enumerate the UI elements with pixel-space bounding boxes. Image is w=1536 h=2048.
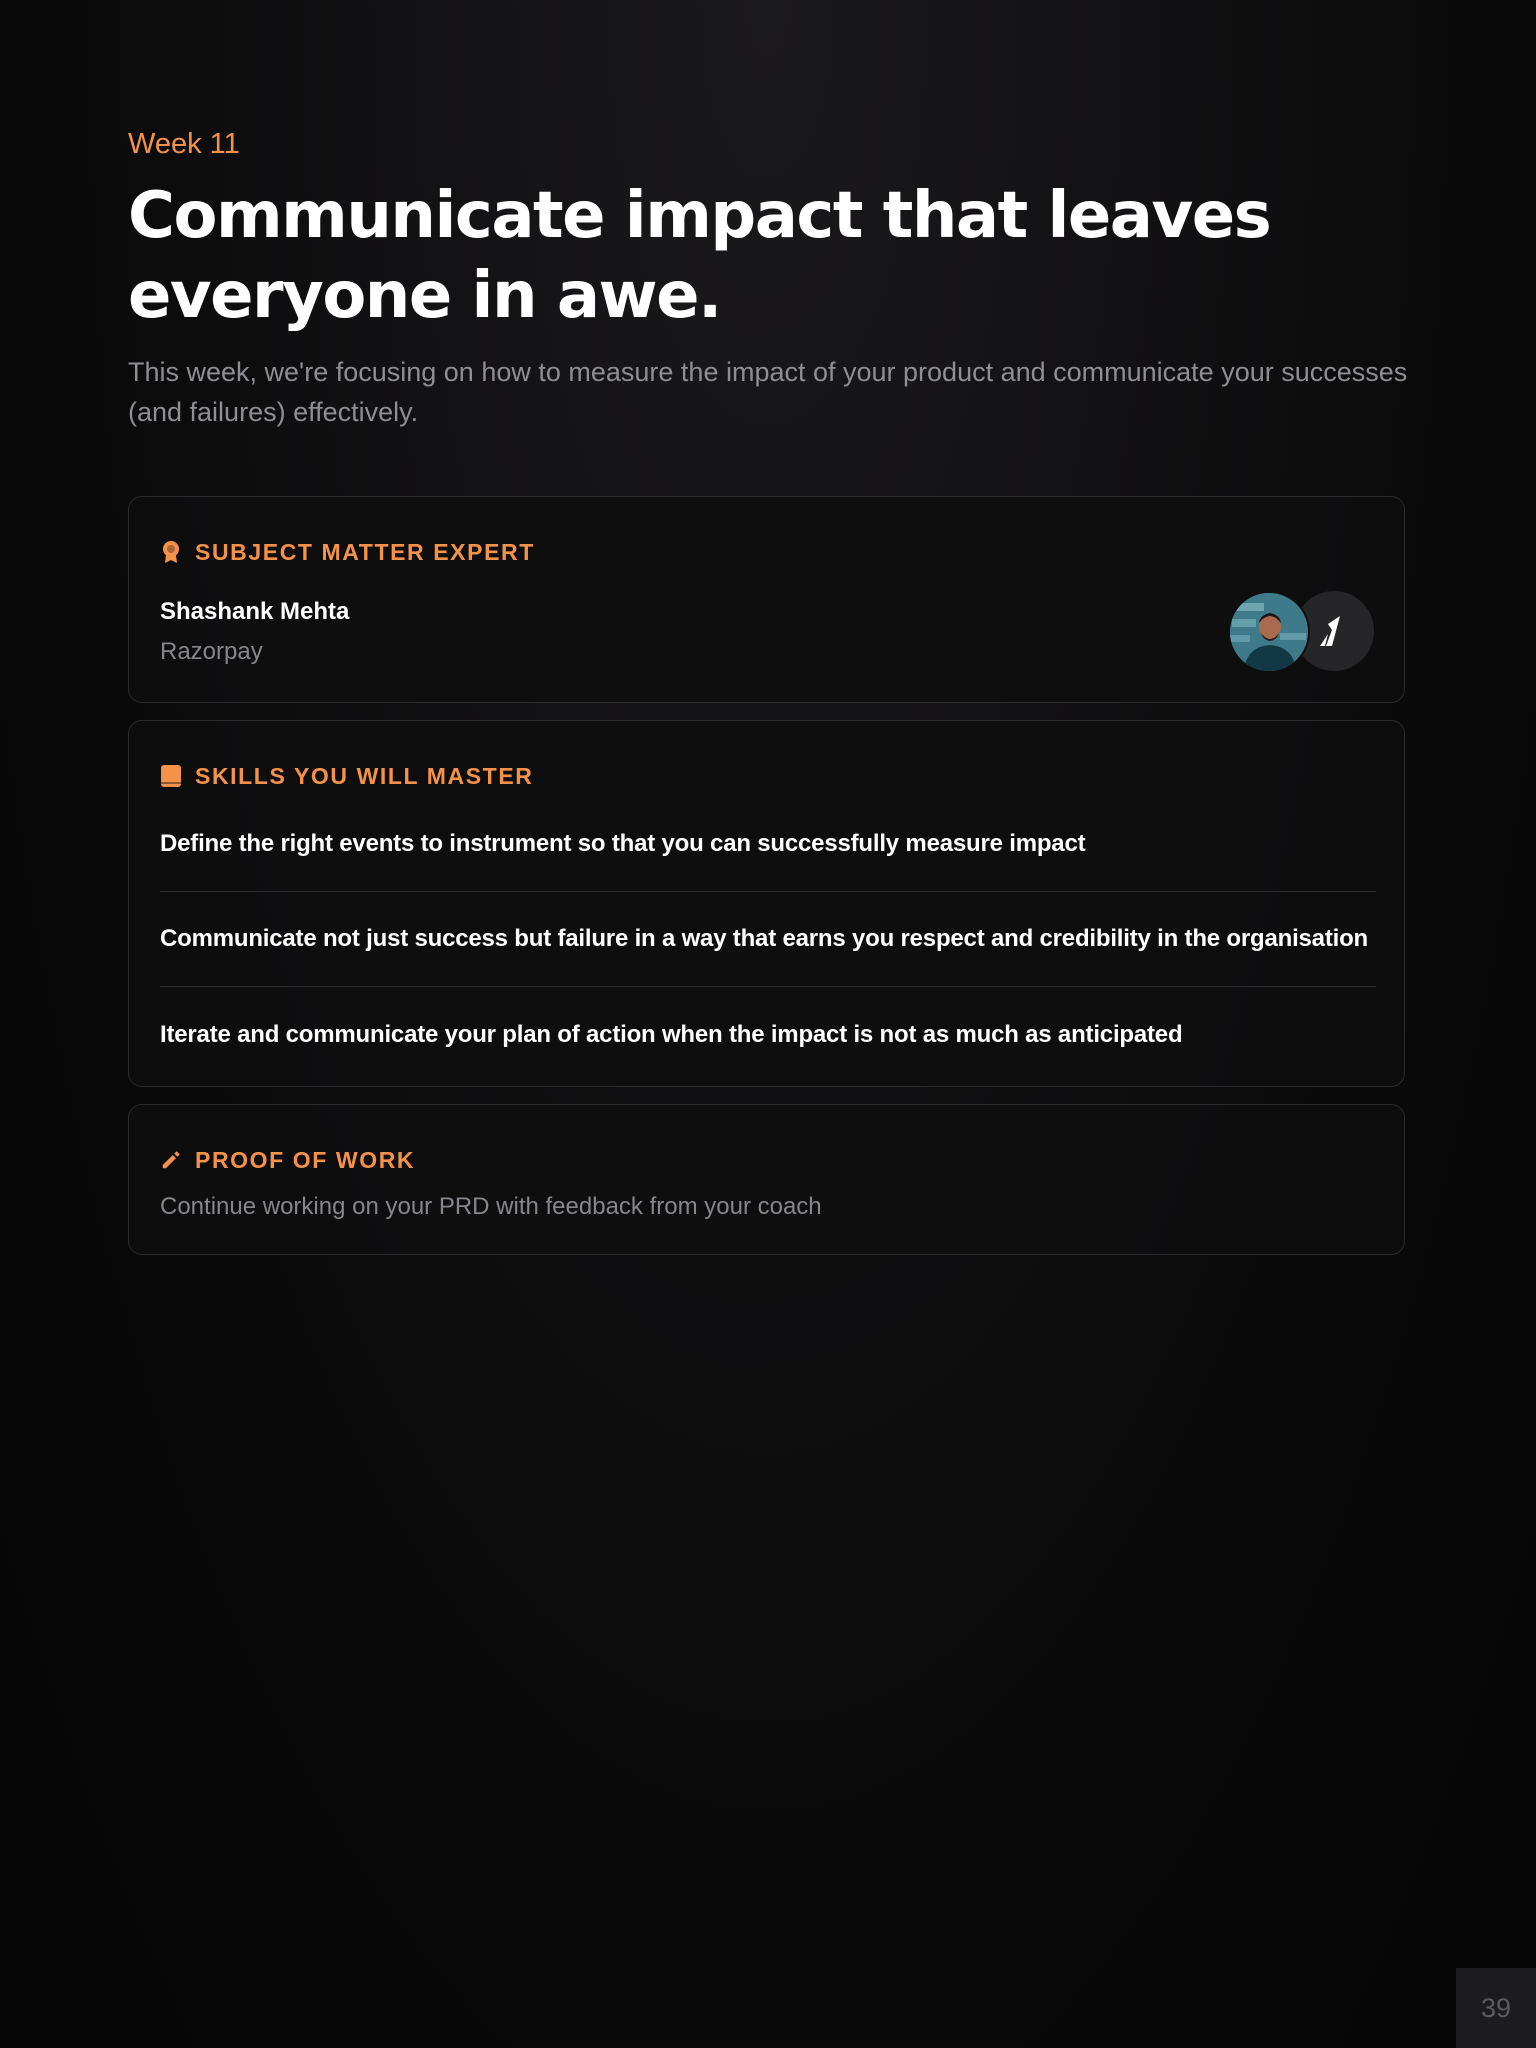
proof-card-header	[160, 1145, 415, 1175]
skills-heading: SKILLS YOU WILL MASTER	[195, 763, 534, 789]
page-subtitle: This week, we're focusing on how to measure the impact of your product and communicate your successes (and failures) effectively.	[128, 357, 1408, 427]
pencil-icon	[160, 1148, 182, 1172]
skills-card-header	[160, 761, 533, 791]
proof-description: Continue working on your PRD with feedback from your coach	[160, 1193, 822, 1220]
expert-company: Razorpay	[160, 638, 263, 665]
skill-item: Communicate not just success but failure in a way that earns you respect and credibility in the organisation	[160, 892, 1376, 987]
subject-matter-expert-card	[128, 496, 1405, 703]
skills-card	[128, 720, 1405, 1087]
sme-card-header	[160, 537, 535, 567]
proof-heading: PROOF OF WORK	[195, 1147, 416, 1173]
skill-list	[160, 821, 1376, 1082]
proof-of-work-card	[128, 1104, 1405, 1255]
award-icon	[160, 540, 182, 564]
expert-name: Shashank Mehta	[160, 598, 350, 625]
page-number: 39	[1456, 1968, 1536, 2048]
skill-item: Iterate and communicate your plan of action when the impact is not as much as anticipated	[160, 1020, 1183, 1048]
expert-avatar	[1228, 591, 1310, 673]
page-title: Communicate impact that leaves everyone in awe.	[128, 179, 1271, 333]
expert-avatars	[1228, 591, 1374, 673]
week-label: Week 11	[128, 128, 240, 160]
skill-item: Define the right events to instrument so that you can successfully measure impact	[160, 797, 1376, 892]
sme-heading: SUBJECT MATTER EXPERT	[195, 539, 535, 565]
book-icon	[160, 764, 182, 788]
